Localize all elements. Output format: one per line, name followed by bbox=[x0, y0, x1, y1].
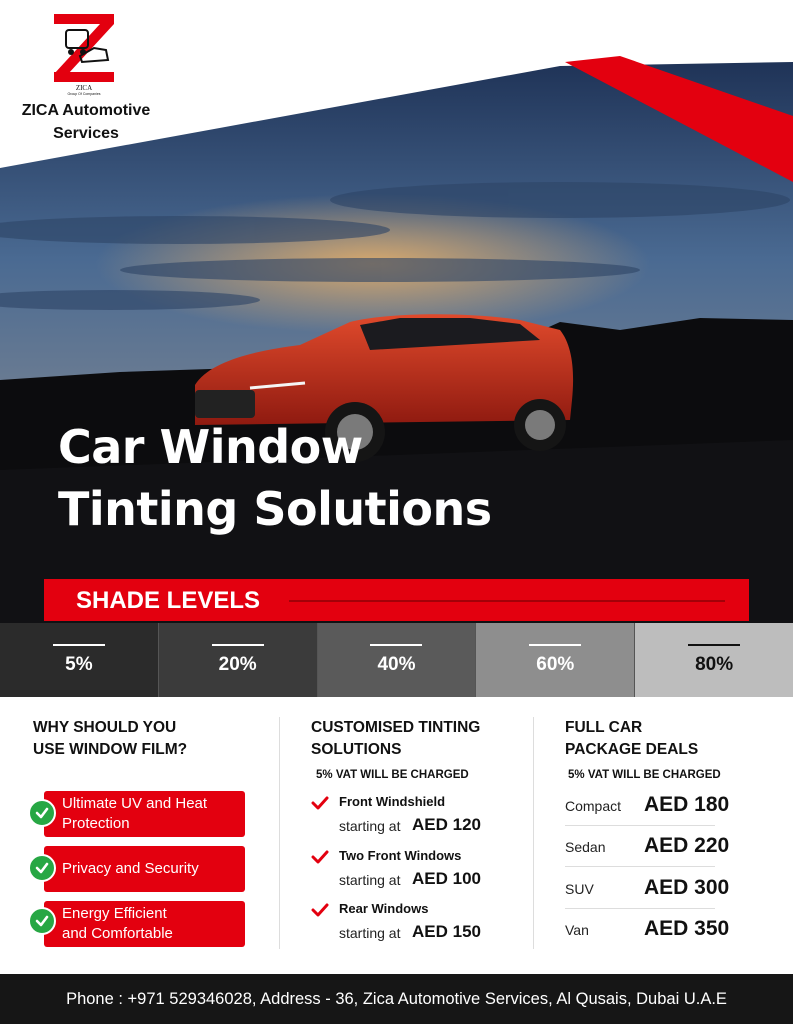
brand-name bbox=[0, 99, 172, 145]
package-divider bbox=[565, 825, 715, 826]
customised-heading-line2: SOLUTIONS bbox=[311, 741, 402, 758]
benefit-label-line1: Energy Efficient bbox=[62, 905, 167, 922]
why-heading bbox=[33, 717, 187, 761]
red-tick-icon bbox=[311, 850, 329, 864]
customised-vat-note: 5% VAT WILL BE CHARGED bbox=[316, 769, 469, 781]
price-item-from-label: starting at bbox=[339, 818, 401, 834]
shade-level-bar bbox=[53, 644, 105, 646]
price-item-price: AED 120 bbox=[412, 815, 481, 834]
why-window-film-column bbox=[33, 717, 187, 761]
package-price: AED 350 bbox=[644, 917, 730, 940]
price-item-name: Two Front Windows bbox=[339, 848, 462, 863]
benefit-uv-protection bbox=[44, 791, 245, 837]
shade-level-40 bbox=[318, 623, 477, 697]
package-price: AED 300 bbox=[644, 876, 730, 899]
column-divider bbox=[533, 717, 534, 949]
footer-contact-bar bbox=[0, 974, 793, 1024]
shade-level-bar bbox=[212, 644, 264, 646]
package-type: Van bbox=[565, 922, 589, 938]
package-deals-column bbox=[565, 717, 698, 761]
brand-name-line2: Services bbox=[53, 125, 119, 142]
shade-level-5 bbox=[0, 623, 159, 697]
shade-levels-title: SHADE LEVELS bbox=[76, 587, 261, 614]
price-item-from-label: starting at bbox=[339, 925, 401, 941]
shade-levels-banner bbox=[44, 579, 749, 621]
hero-title bbox=[58, 416, 492, 540]
customised-heading bbox=[311, 717, 480, 761]
package-type: Compact bbox=[565, 798, 622, 814]
shade-level-label: 80% bbox=[695, 654, 734, 675]
price-item-price: AED 150 bbox=[412, 922, 481, 941]
zica-logo bbox=[50, 12, 118, 96]
why-heading-line1: WHY SHOULD YOU bbox=[33, 719, 177, 736]
hero-title-line1: Car Window bbox=[58, 420, 363, 474]
shade-level-60 bbox=[476, 623, 635, 697]
customised-tinting-column bbox=[311, 717, 480, 761]
packages-heading bbox=[565, 717, 698, 761]
price-item-name: Rear Windows bbox=[339, 901, 429, 916]
package-compact bbox=[565, 786, 745, 826]
hero-title-line2: Tinting Solutions bbox=[58, 482, 492, 536]
package-van bbox=[565, 910, 745, 950]
price-item-price: AED 100 bbox=[412, 869, 481, 888]
benefit-energy-efficient bbox=[44, 901, 245, 947]
shade-level-20 bbox=[159, 623, 318, 697]
footer-contact-text: Phone : +971 529346028, Address - 36, Zica Automotive Services, Al Qusais, Dubai U.A.E bbox=[66, 990, 727, 1008]
package-divider bbox=[565, 866, 715, 867]
benefit-label-line2: and Comfortable bbox=[62, 925, 173, 942]
benefit-privacy bbox=[44, 846, 245, 892]
price-item-from-label: starting at bbox=[339, 872, 401, 888]
package-type: Sedan bbox=[565, 839, 606, 855]
checkmark-icon bbox=[28, 854, 56, 882]
packages-heading-line2: PACKAGE DEALS bbox=[565, 741, 699, 758]
red-tick-icon bbox=[311, 903, 329, 917]
shade-level-label: 5% bbox=[65, 654, 93, 675]
checkmark-icon bbox=[28, 799, 56, 827]
shade-level-bar bbox=[529, 644, 581, 646]
shade-level-label: 40% bbox=[377, 654, 416, 675]
shade-level-bar bbox=[688, 644, 740, 646]
benefit-label-line2: Protection bbox=[62, 815, 130, 832]
customised-heading-line1: CUSTOMISED TINTING bbox=[311, 719, 481, 736]
benefit-label-line1: Ultimate UV and Heat bbox=[62, 795, 208, 812]
shade-levels-rule bbox=[289, 600, 725, 602]
brand-name-line1: ZICA Automotive bbox=[21, 102, 151, 119]
package-price: AED 180 bbox=[644, 793, 730, 816]
packages-heading-line1: FULL CAR bbox=[565, 719, 643, 736]
package-suv bbox=[565, 869, 745, 909]
package-sedan bbox=[565, 827, 745, 867]
package-type: SUV bbox=[565, 881, 594, 897]
price-item-name: Front Windshield bbox=[339, 794, 446, 809]
benefit-label-line1: Privacy and Security bbox=[62, 860, 199, 877]
shade-level-bar bbox=[370, 644, 422, 646]
checkmark-icon bbox=[28, 907, 56, 935]
column-divider bbox=[279, 717, 280, 949]
shade-level-label: 20% bbox=[218, 654, 257, 675]
logo-wordmark: ZICA bbox=[75, 84, 93, 92]
package-divider bbox=[565, 908, 715, 909]
shade-levels-row bbox=[0, 623, 793, 697]
why-heading-line2: USE WINDOW FILM? bbox=[33, 741, 188, 758]
shade-level-label: 60% bbox=[536, 654, 575, 675]
packages-vat-note: 5% VAT WILL BE CHARGED bbox=[568, 769, 721, 781]
red-tick-icon bbox=[311, 796, 329, 810]
shade-level-80 bbox=[635, 623, 793, 697]
logo-tagline: Group Of Companies bbox=[67, 92, 101, 96]
package-price: AED 220 bbox=[644, 834, 730, 857]
